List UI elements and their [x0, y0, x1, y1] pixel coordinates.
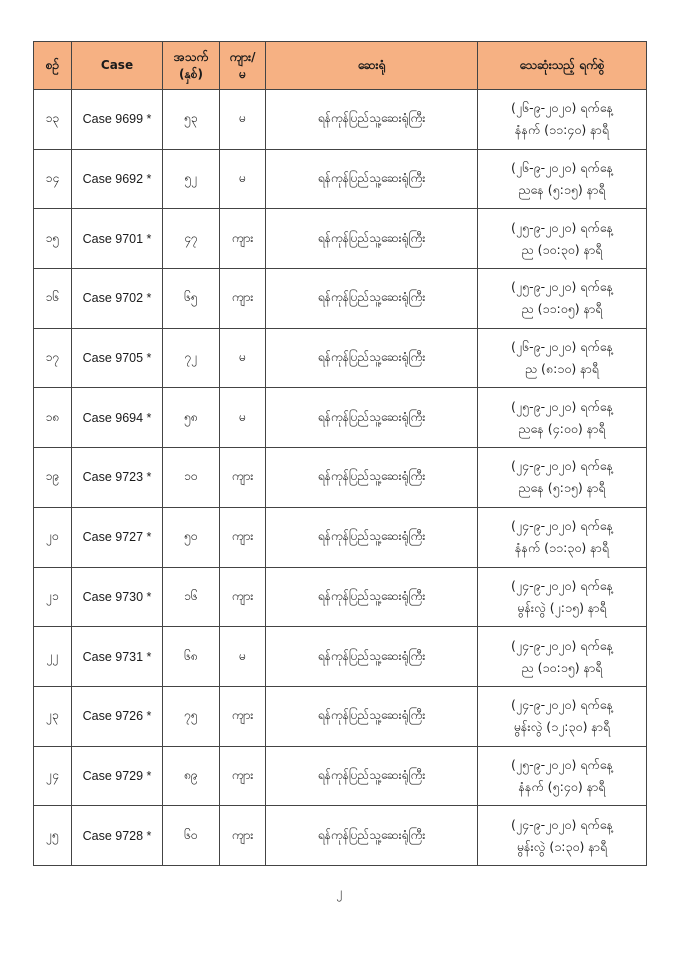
date-line1: (၂၆-၉-၂၀၂၀) ရက်နေ့ — [511, 160, 613, 176]
sex-cell: မ — [220, 388, 266, 448]
serial-cell: ၂၁ — [34, 567, 72, 627]
header-age-line2: (နှစ်) — [179, 66, 203, 81]
date-cell — [478, 567, 647, 627]
age-cell: ၆၀ — [163, 806, 220, 866]
case-cell: Case 9694 * — [72, 388, 163, 448]
age-cell: ၅၃ — [163, 90, 220, 150]
date-cell — [478, 686, 647, 746]
date-line1: (၂၅-၉-၂၀၂၀) ရက်နေ့ — [511, 279, 613, 295]
serial-cell: ၁၉ — [34, 448, 72, 508]
date-line2: ည (၁၁:၀၅) နာရီ — [521, 301, 603, 317]
hospital-cell: ရန်ကုန်ပြည်သူ့ဆေးရုံကြီး — [266, 149, 478, 209]
header-age — [163, 42, 220, 90]
date-cell — [478, 627, 647, 687]
age-cell: ၆၈ — [163, 627, 220, 687]
case-cell: Case 9702 * — [72, 269, 163, 329]
case-cell: Case 9731 * — [72, 627, 163, 687]
hospital-cell: ရန်ကုန်ပြည်သူ့ဆေးရုံကြီး — [266, 507, 478, 567]
header-age-line1: အသက် — [173, 49, 209, 64]
table-header — [34, 42, 647, 90]
serial-cell: ၂၄ — [34, 746, 72, 806]
sex-cell: မ — [220, 149, 266, 209]
date-line1: (၂၄-၉-၂၀၂၀) ရက်နေ့ — [511, 577, 613, 593]
serial-cell: ၂၂ — [34, 627, 72, 687]
date-cell — [478, 90, 647, 150]
date-line1: (၂၄-၉-၂၀၂၀) ရက်နေ့ — [511, 637, 613, 653]
deaths-table — [33, 41, 647, 866]
table-row — [34, 269, 647, 329]
table-row — [34, 448, 647, 508]
date-line1: (၂၄-၉-၂၀၂၀) ရက်နေ့ — [511, 458, 613, 474]
table-row — [34, 686, 647, 746]
case-cell: Case 9726 * — [72, 686, 163, 746]
serial-cell: ၂၅ — [34, 806, 72, 866]
sex-cell: မ — [220, 627, 266, 687]
table-row — [34, 388, 647, 448]
date-cell — [478, 806, 647, 866]
hospital-cell: ရန်ကုန်ပြည်သူ့ဆေးရုံကြီး — [266, 567, 478, 627]
sex-cell: မ — [220, 328, 266, 388]
date-line2: ညနေ (၅:၁၅) နာရီ — [518, 182, 606, 198]
date-line1: (၂၆-၉-၂၀၂၀) ရက်နေ့ — [511, 100, 613, 116]
date-cell — [478, 448, 647, 508]
case-cell: Case 9728 * — [72, 806, 163, 866]
date-line2: ညနေ (၄:၀၀) နာရီ — [518, 420, 606, 436]
age-cell: ၇၅ — [163, 686, 220, 746]
sex-cell: ကျား — [220, 448, 266, 508]
serial-cell: ၁၅ — [34, 209, 72, 269]
date-line1: (၂၅-၉-၂၀၂၀) ရက်နေ့ — [511, 756, 613, 772]
hospital-cell: ရန်ကုန်ပြည်သူ့ဆေးရုံကြီး — [266, 746, 478, 806]
serial-cell: ၂၃ — [34, 686, 72, 746]
header-row — [34, 42, 647, 90]
age-cell: ၇၂ — [163, 328, 220, 388]
date-line2: နံနက် (၁၁:၄၀) နာရီ — [515, 122, 609, 138]
case-cell: Case 9705 * — [72, 328, 163, 388]
table-row — [34, 567, 647, 627]
header-serial: စဉ် — [34, 42, 72, 90]
date-cell — [478, 149, 647, 209]
sex-cell: ကျား — [220, 507, 266, 567]
table-row — [34, 328, 647, 388]
table-row — [34, 149, 647, 209]
date-line2: မွန်းလွဲ (၂:၁၅) နာရီ — [517, 599, 607, 615]
case-cell: Case 9699 * — [72, 90, 163, 150]
age-cell: ၁၆ — [163, 567, 220, 627]
date-line1: (၂၄-၉-၂၀၂၀) ရက်နေ့ — [511, 697, 613, 713]
case-cell: Case 9727 * — [72, 507, 163, 567]
table-row — [34, 627, 647, 687]
header-date: သေဆုံးသည့် ရက်စွဲ — [478, 42, 647, 90]
hospital-cell: ရန်ကုန်ပြည်သူ့ဆေးရုံကြီး — [266, 388, 478, 448]
sex-cell: ကျား — [220, 209, 266, 269]
case-cell: Case 9729 * — [72, 746, 163, 806]
serial-cell: ၁၇ — [34, 328, 72, 388]
age-cell: ၁၀ — [163, 448, 220, 508]
date-cell — [478, 746, 647, 806]
case-cell: Case 9723 * — [72, 448, 163, 508]
age-cell: ၅၂ — [163, 149, 220, 209]
case-cell: Case 9692 * — [72, 149, 163, 209]
table-body — [34, 90, 647, 866]
date-line2: မွန်းလွဲ (၁၂:၃၀) နာရီ — [513, 719, 611, 735]
header-sex-line2: မ — [239, 66, 246, 81]
sex-cell: ကျား — [220, 806, 266, 866]
header-hospital: ဆေးရုံ — [266, 42, 478, 90]
header-sex-line1: ကျား/ — [229, 49, 256, 64]
hospital-cell: ရန်ကုန်ပြည်သူ့ဆေးရုံကြီး — [266, 686, 478, 746]
date-line2: ညနေ (၅:၁၅) နာရီ — [518, 480, 606, 496]
hospital-cell: ရန်ကုန်ပြည်သူ့ဆေးရုံကြီး — [266, 328, 478, 388]
date-line1: (၂၄-၉-၂၀၂၀) ရက်နေ့ — [511, 518, 613, 534]
table-row — [34, 90, 647, 150]
date-cell — [478, 269, 647, 329]
date-line2: ည (၁၀:၁၅) နာရီ — [521, 659, 603, 675]
serial-cell: ၁၆ — [34, 269, 72, 329]
date-line2: နံနက် (၁၁:၃၀) နာရီ — [515, 540, 609, 556]
table-row — [34, 746, 647, 806]
serial-cell: ၁၄ — [34, 149, 72, 209]
sex-cell: ကျား — [220, 269, 266, 329]
hospital-cell: ရန်ကုန်ပြည်သူ့ဆေးရုံကြီး — [266, 209, 478, 269]
serial-cell: ၂၀ — [34, 507, 72, 567]
hospital-cell: ရန်ကုန်ပြည်သူ့ဆေးရုံကြီး — [266, 269, 478, 329]
date-line1: (၂၅-၉-၂၀၂၀) ရက်နေ့ — [511, 219, 613, 235]
age-cell: ၄၇ — [163, 209, 220, 269]
date-line2: နံနက် (၅:၄၀) နာရီ — [518, 778, 606, 794]
hospital-cell: ရန်ကုန်ပြည်သူ့ဆေးရုံကြီး — [266, 90, 478, 150]
header-case: Case — [72, 42, 163, 90]
hospital-cell: ရန်ကုန်ပြည်သူ့ဆေးရုံကြီး — [266, 627, 478, 687]
date-cell — [478, 209, 647, 269]
age-cell: ၅၈ — [163, 388, 220, 448]
hospital-cell: ရန်ကုန်ပြည်သူ့ဆေးရုံကြီး — [266, 448, 478, 508]
date-cell — [478, 328, 647, 388]
table-row — [34, 806, 647, 866]
hospital-cell: ရန်ကုန်ပြည်သူ့ဆေးရုံကြီး — [266, 806, 478, 866]
age-cell: ၆၅ — [163, 269, 220, 329]
table-row — [34, 209, 647, 269]
table-row — [34, 507, 647, 567]
page-number: ၂ — [336, 885, 343, 899]
case-cell: Case 9730 * — [72, 567, 163, 627]
case-cell: Case 9701 * — [72, 209, 163, 269]
sex-cell: ကျား — [220, 686, 266, 746]
date-line2: မွန်းလွဲ (၁:၃၀) နာရီ — [516, 838, 608, 854]
date-cell — [478, 507, 647, 567]
sex-cell: ကျား — [220, 746, 266, 806]
date-line1: (၂၅-၉-၂၀၂၀) ရက်နေ့ — [511, 398, 613, 414]
serial-cell: ၁၈ — [34, 388, 72, 448]
age-cell: ၅၀ — [163, 507, 220, 567]
sex-cell: ကျား — [220, 567, 266, 627]
date-line1: (၂၄-၉-၂၀၂၀) ရက်နေ့ — [511, 816, 613, 832]
date-line2: ည (၁၀:၃၀) နာရီ — [521, 241, 603, 257]
date-line2: ည (၈:၁၀) နာရီ — [525, 361, 599, 377]
date-line1: (၂၆-၉-၂၀၂၀) ရက်နေ့ — [511, 339, 613, 355]
sex-cell: မ — [220, 90, 266, 150]
date-cell — [478, 388, 647, 448]
serial-cell: ၁၃ — [34, 90, 72, 150]
age-cell: ၈၉ — [163, 746, 220, 806]
header-sex — [220, 42, 266, 90]
